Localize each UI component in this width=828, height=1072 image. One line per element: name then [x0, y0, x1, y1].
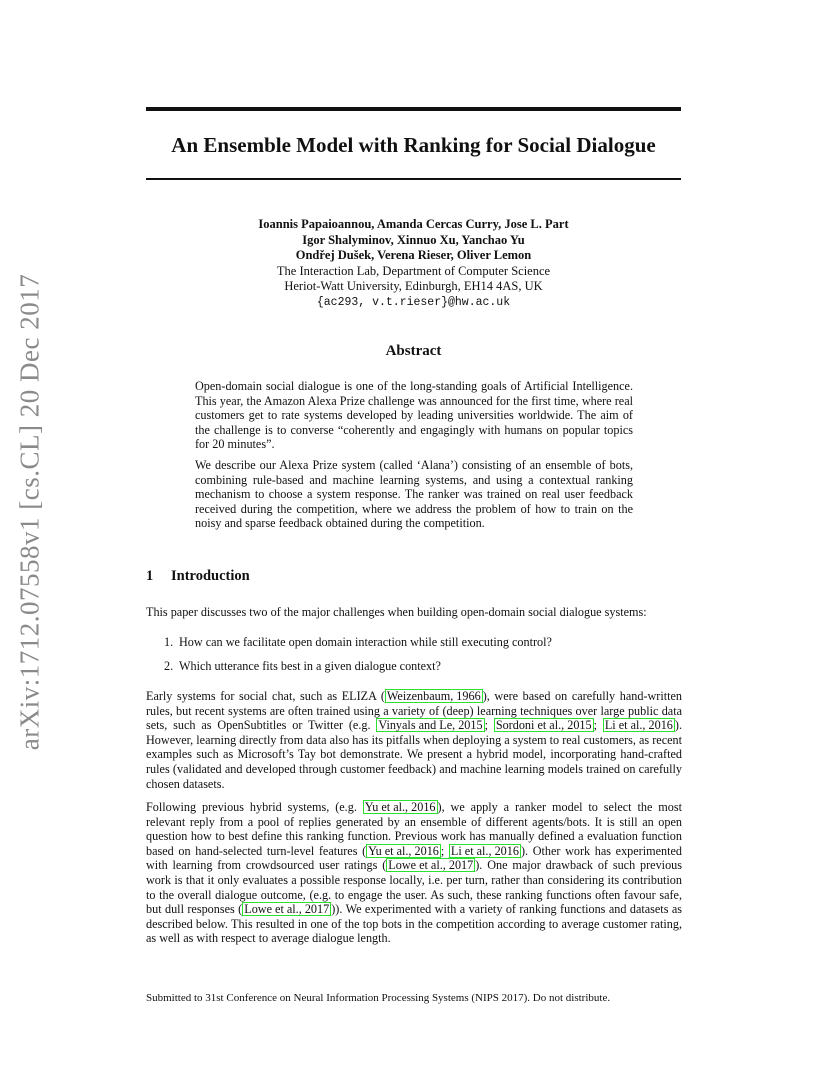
- abstract-paragraph-1: Open-domain social dialogue is one of the long-standing goals of Artificial Intelligence. This year, the Amazon Alexa Prize challenge was announced for the first time, where real customers get to rate systems developed by leading universities worldwide. The aim of the challenge is to converse “coherently and engagingly with humans on popular topics for 20 minutes”.: [195, 379, 633, 452]
- title-top-rule: [146, 107, 681, 111]
- affiliation-line-1: The Interaction Lab, Department of Computer Science: [276, 263, 551, 278]
- list-item-text: How can we facilitate open domain interaction while still executing control?: [179, 635, 552, 649]
- intro-paragraph-1: [146, 605, 682, 620]
- text-run: )). We experimented with a variety of ranking functions and datasets as described below. This resulted in one of the top bots in the competition according to average customer rating, as well as with respect to average dialogue length.: [146, 902, 683, 946]
- citation-link[interactable]: Li et al., 2016: [450, 843, 519, 858]
- author-block: [146, 217, 681, 310]
- affiliation-line-2: Heriot-Watt University, Edinburgh, EH14 4AS, UK: [284, 279, 543, 293]
- abstract-body: [195, 379, 633, 537]
- text-run: ). One major drawback of such previous work is that it only evaluates a possible response locally, i.e. per turn, rather than considering its contribution to the overall dialogue outcome, (e.g. to engage the user. As such, these ranking functions often favour safe, but dull responses (: [146, 858, 682, 917]
- section-heading-introduction: [146, 568, 250, 585]
- citation-link[interactable]: Sordoni et al., 2015: [495, 718, 592, 733]
- abstract-paragraph-2: We describe our Alexa Prize system (called ‘Alana’) consisting of an ensemble of bots, combining rule-based and machine learning systems, and using a contextual ranking mechanism to choose a system response. The ranker was trained on real user feedback received during the competition, where we address the problem of how to train on the noisy and sparse feedback obtained during the competition.: [195, 457, 633, 531]
- paragraph-text: This paper discusses two of the major challenges when building open-domain social dialogue systems:: [146, 605, 647, 619]
- footer-note: Submitted to 31st Conference on Neural Information Processing Systems (NIPS 2017). Do not distribute.: [146, 992, 611, 1004]
- author-line-2: Igor Shalyminov, Xinnuo Xu, Yanchao Yu: [302, 232, 525, 247]
- list-marker: 1.: [164, 635, 174, 649]
- paragraph-text: [146, 800, 682, 946]
- citation-link[interactable]: Li et al., 2016: [604, 718, 673, 733]
- title-bottom-rule: [146, 178, 681, 180]
- challenge-list: [146, 635, 682, 682]
- citation-link[interactable]: Lowe et al., 2017: [388, 858, 474, 873]
- paper-title: An Ensemble Model with Ranking for Social Dialogue: [171, 133, 656, 157]
- text-run: Following previous hybrid systems, (e.g.: [146, 800, 363, 814]
- citation-link[interactable]: Yu et al., 2016: [364, 800, 436, 814]
- list-item: [146, 635, 682, 650]
- text-run: Early systems for social chat, such as ELIZA (: [146, 689, 385, 703]
- text-run: ), we apply a ranker model to select the most relevant reply from a pool of replies generated by an ensemble of different agents/bots. It is still an open question how to best define this ranking function. Previous work has manually defined a evaluation function based on hand-selected turn-level features (: [146, 800, 682, 858]
- author-line-1: Ioannis Papaioannou, Amanda Cercas Curry, Jose L. Part: [258, 217, 569, 231]
- text-run: ). Other work has experimented with learning from crowdsourced user ratings (: [146, 843, 682, 873]
- intro-paragraph-3: [146, 800, 682, 946]
- text-run: ;: [484, 718, 494, 733]
- citation-link[interactable]: Weizenbaum, 1966: [386, 689, 481, 703]
- text-run: ), were based on carefully hand-written rules, but recent systems are often trained using a variety of (deep) learning techniques over large public data sets, such as OpenSubtitles or Twitter (e.g.: [146, 689, 683, 733]
- text-run: ;: [440, 843, 449, 858]
- arxiv-stamp: arXiv:1712.07558v1 [cs.CL] 20 Dec 2017: [14, 273, 45, 751]
- paragraph-text: [146, 689, 682, 791]
- section-title: Introduction: [171, 568, 250, 584]
- author-email: {ac293, v.t.rieser}@hw.ac.uk: [316, 295, 511, 309]
- section-number: 1: [146, 568, 154, 584]
- abstract-heading: Abstract: [385, 343, 442, 359]
- list-item: [146, 659, 682, 674]
- intro-paragraph-2: [146, 689, 682, 791]
- text-run: ). However, learning directly from data also has its pitfalls when deploying a system to real customers, as recent examples such as Microsoft’s Tay bot demonstrate. We present a hybrid model, incorporating hand-crafted rules (validated and developed through customer feedback) and machine learning models trained on carefully chosen datasets.: [146, 718, 682, 791]
- author-line-3: Ondřej Dušek, Verena Rieser, Oliver Lemon: [295, 248, 532, 262]
- citation-link[interactable]: Yu et al., 2016: [368, 843, 439, 858]
- citation-link[interactable]: Lowe et al., 2017: [244, 902, 330, 917]
- list-marker: 2.: [164, 658, 174, 673]
- text-run: ;: [593, 718, 603, 733]
- list-item-text: Which utterance fits best in a given dialogue context?: [179, 658, 441, 673]
- citation-link[interactable]: Vinyals and Le, 2015: [378, 718, 483, 733]
